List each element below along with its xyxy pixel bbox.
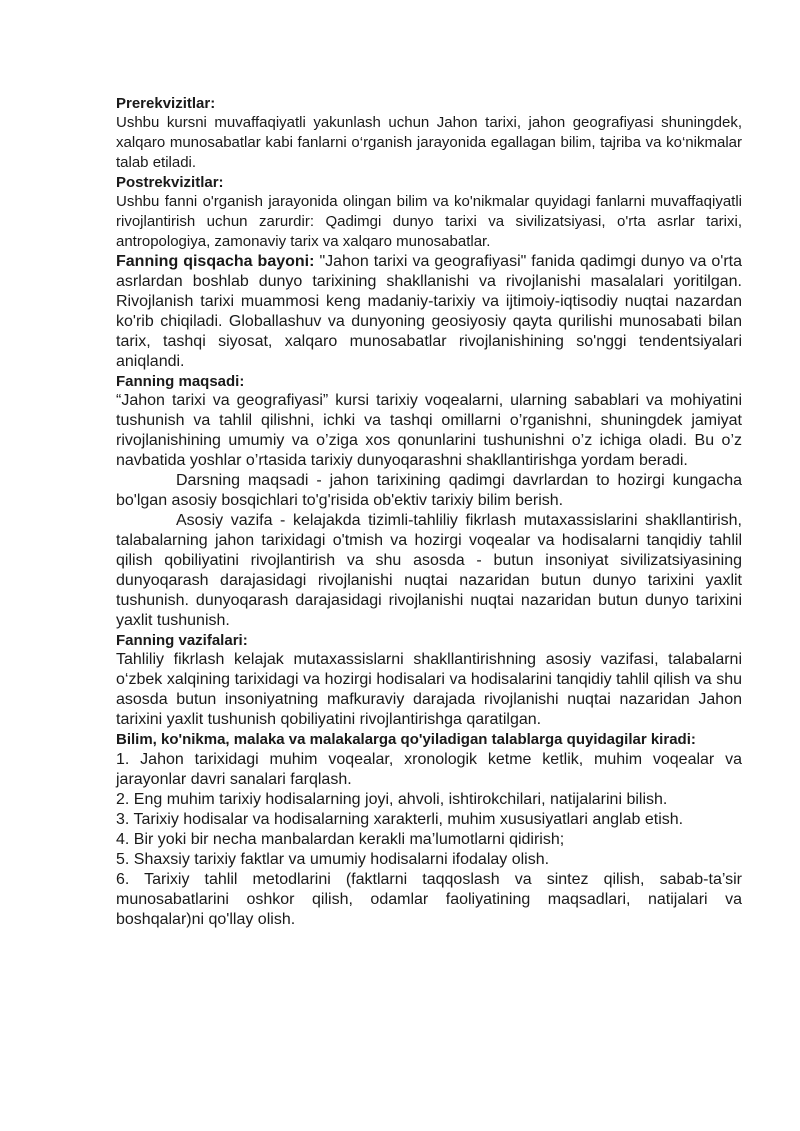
skills-item: 1. Jahon tarixidagi muhim voqealar, xronologik ketme ketlik, muhim voqealar va jarayonlar davri sanalari farqlash. — [116, 751, 742, 788]
goal-heading: Fanning maqsadi: — [116, 373, 245, 390]
summary-heading: Fanning qisqacha bayoni: — [116, 253, 315, 270]
document-page — [116, 94, 742, 930]
main-task-text: Asosiy vazifa - kelajakda tizimli-tahliliy fikrlash mutaxassislarini shakllantirish, talabalarning jahon tarixidagi o'tmish va hozirgi voqealar va hodisalarni tanqidiy tahlil qilish qobiliyatini rivojlantirish va shu asosda - butun insoniyat sivilizatsiyasining dunyoqarash darajasidagi rivojlanishi nuqtai nazaridan butun dunyo tarixini yaxlit tushunish. dunyoqarash darajasidagi rivojlanishi nuqtai nazaridan butun dunyo tarixini yaxlit tushunish. — [116, 512, 742, 629]
skills-item: 3. Tarixiy hodisalar va hodisalarning xarakterli, muhim xususiyatlari anglab etish. — [116, 811, 684, 828]
lesson-goal-text: Darsning maqsadi - jahon tarixining qadimgi davrlardan to hozirgi kungacha bo'lgan asosiy bosqichlari to'g'risida ob'ektiv tarixiy bilim berish. — [116, 472, 742, 509]
tasks-text: Tahliliy fikrlash kelajak mutaxassislarni shakllantirishning asosiy vazifasi, talabalarni o‘zbek xalqining tarixidagi va hozirgi hodisalari va hodisalarini tanqidiy tahlil qilish va shu asosda butun insoniyatning mafkuraviy darajada rivojlanishi nuqtai nazaridan Jahon tarixini yaxlit tushunish qobiliyatini rivojlantirishga qaratilgan. — [116, 651, 742, 728]
skills-item: 4. Bir yoki bir necha manbalardan kerakli ma’lumotlarni qidirish; — [116, 831, 565, 848]
summary-paragraph — [116, 252, 742, 372]
prerequisites-heading: Prerekvizitlar: — [116, 95, 216, 112]
skills-item: 6. Tarixiy tahlil metodlarini (faktlarni taqqoslash va sintez qilish, sabab-ta’sir munosabatlarini oshkor qilish, odamlar faoliyatining maqsadlari, natijalari va boshqalar)ni qo'llay olish. — [116, 871, 742, 928]
postrequisites-text: Ushbu fanni o'rganish jarayonida olingan bilim va ko'nikmalar quyidagi fanlarni muvaffaqiyatli rivojlantirish uchun zarurdir: Qadimgi dunyo tarixi va sivilizatsiyasi, o'rta asrlar tarixi, antropologiya, zamonaviy tarix va xalqaro munosabatlar. — [116, 193, 742, 250]
skills-item: 2. Eng muhim tarixiy hodisalarning joyi, ahvoli, ishtirokchilari, natijalarini bilish. — [116, 791, 668, 808]
skills-heading: Bilim, ko'nikma, malaka va malakalarga qo'yiladigan talablarga quyidagilar kiradi: — [116, 731, 696, 748]
tasks-heading: Fanning vazifalari: — [116, 632, 248, 649]
skills-item: 5. Shaxsiy tarixiy faktlar va umumiy hodisalarni ifodalay olish. — [116, 851, 550, 868]
prerequisites-text: Ushbu kursni muvaffaqiyatli yakunlash uchun Jahon tarixi, jahon geografiyasi shuningdek, xalqaro munosabatlar kabi fanlarni o‘rganish jarayonida egallagan bilim, tajriba va ko‘nikmalar talab etiladi. — [116, 114, 742, 171]
goal-text: “Jahon tarixi va geografiyasi” kursi tarixiy voqealarni, ularning sabablari va mohiyatini tushunish va tahlil qilishni, ichki va tashqi omillarni o’rganishni, shuningdek jamiyat rivojlanishining umumiy va o’ziga xos qonunlarini tushunishni o’z ichiga oladi. Bu o’z navbatida yoshlar o’rtasida tarixiy dunyoqarashni shakllantirishga yordam beradi. — [116, 392, 742, 469]
summary-text: "Jahon tarixi va geografiyasi" fanida qadimgi dunyo va o'rta asrlardan boshlab dunyo tarixining shakllanishi va rivojlanishi masalalari yoritilgan. Rivojlanish tarixi muammosi keng madaniy-tarixiy va ijtimoiy-iqtisodiy nuqtai nazardan ko'rib chiqiladi. Globallashuv va dunyoning geosiyosiy qayta qurilishi munosabati bilan tarix, tashqi siyosat, xalqaro munosabatlar rivojlanishining so'nggi tendentsiyalari aniqlandi. — [116, 253, 743, 370]
postrequisites-heading: Postrekvizitlar: — [116, 174, 224, 191]
